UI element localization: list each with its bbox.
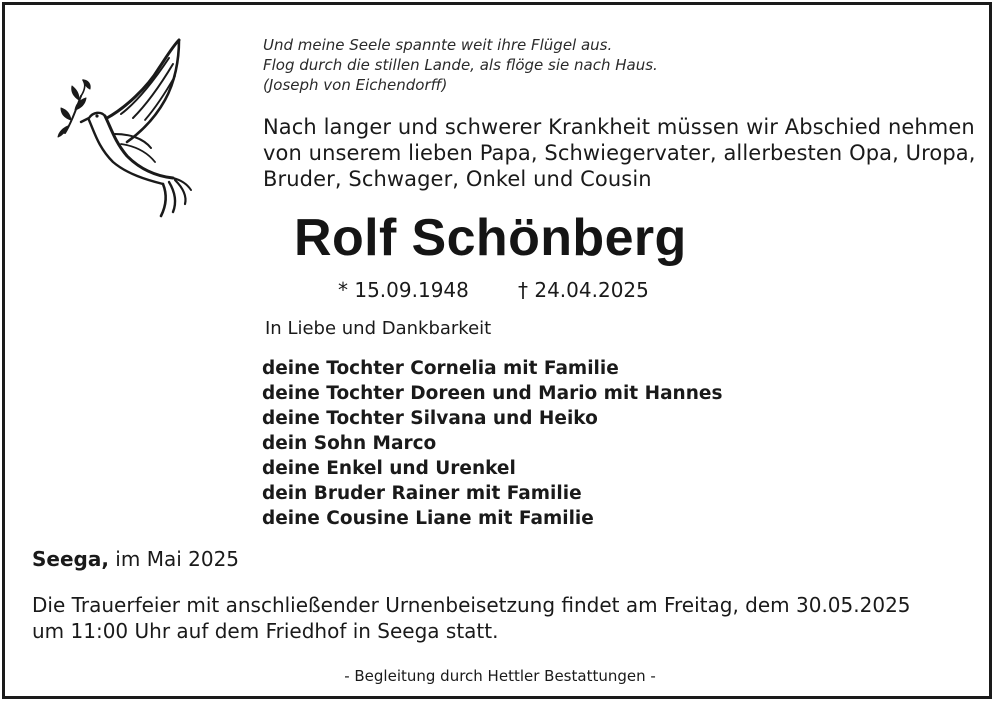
- mourner-entry: dein Sohn Marco: [262, 433, 437, 454]
- place-and-date: [32, 546, 239, 572]
- mourner-entry: deine Tochter Cornelia mit Familie: [262, 358, 619, 379]
- mourner-entry: deine Cousine Liane mit Familie: [262, 508, 594, 529]
- intro-text: [263, 114, 976, 192]
- quote-line: Und meine Seele spannte weit ihre Flügel aus.: [263, 36, 613, 54]
- mourners-list: [262, 356, 722, 531]
- birth-date: * 15.09.1948: [338, 278, 469, 302]
- thanks-line: In Liebe und Dankbarkeit: [265, 318, 492, 339]
- place-date: im Mai 2025: [108, 547, 240, 571]
- quote-line: Flog durch die stillen Lande, als flöge sie nach Haus.: [263, 56, 658, 74]
- intro-line: von unserem lieben Papa, Schwiegervater, allerbesten Opa, Uropa,: [263, 141, 976, 165]
- undertaker-credit: - Begleitung durch Hettler Bestattungen -: [344, 667, 656, 685]
- poem-quote: [263, 35, 658, 95]
- intro-line: Nach langer und schwerer Krankheit müssen wir Abschied nehmen: [263, 115, 975, 139]
- intro-line: Bruder, Schwager, Onkel und Cousin: [263, 167, 652, 191]
- mourner-entry: deine Tochter Silvana und Heiko: [262, 408, 598, 429]
- service-line: Die Trauerfeier mit anschließender Urnenbeisetzung findet am Freitag, dem 30.05.2025: [32, 593, 911, 617]
- mourner-entry: deine Tochter Doreen und Mario mit Hannes: [262, 383, 723, 404]
- mourner-entry: dein Bruder Rainer mit Familie: [262, 483, 582, 504]
- service-line: um 11:00 Uhr auf dem Friedhof in Seega statt.: [32, 619, 499, 643]
- dove-with-olive-branch-icon: [55, 38, 205, 218]
- death-date: † 24.04.2025: [518, 278, 649, 302]
- funeral-service-info: [32, 592, 982, 644]
- mourner-entry: deine Enkel und Urenkel: [262, 458, 516, 479]
- deceased-name: Rolf Schönberg: [294, 209, 687, 267]
- place-town: Seega,: [32, 547, 109, 571]
- quote-author: (Joseph von Eichendorff): [263, 76, 448, 94]
